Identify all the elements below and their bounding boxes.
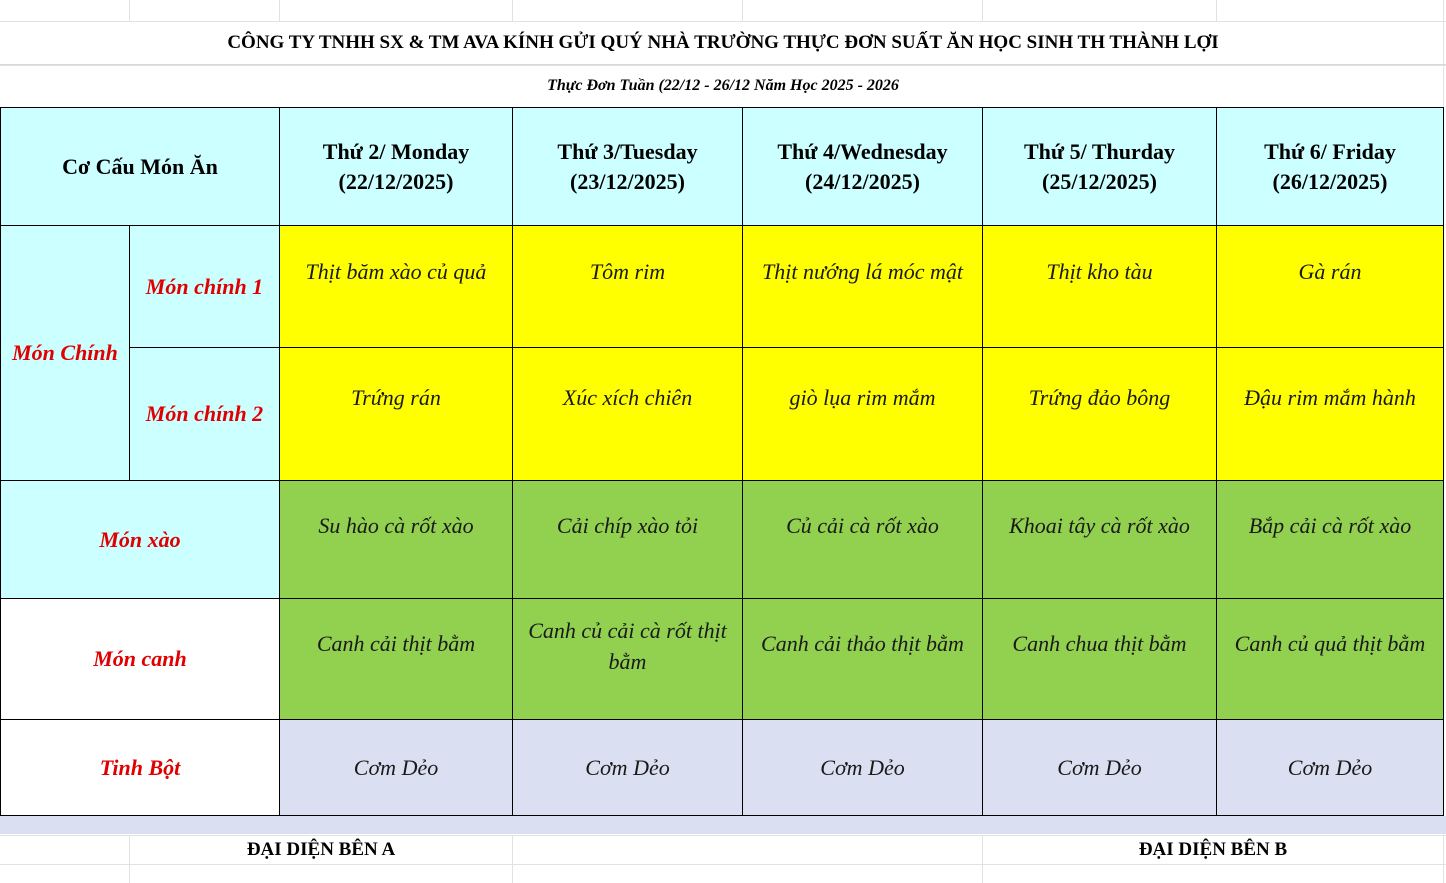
- dish-cell: Canh cải thịt bằm: [280, 599, 513, 720]
- dish-cell: Thịt kho tàu: [983, 226, 1217, 348]
- group-main-dish: Món Chính: [1, 226, 130, 481]
- weekly-menu-table: [0, 107, 1444, 816]
- day-name: Thứ 2/ Monday: [322, 138, 470, 164]
- dish-cell: Thịt nướng lá móc mật: [743, 226, 983, 348]
- dish-cell: Su hào cà rốt xào: [280, 481, 513, 599]
- category-starch: Tinh Bột: [1, 720, 280, 816]
- dish-cell: Cải chíp xào tỏi: [513, 481, 743, 599]
- day-header-tuesday: [513, 108, 743, 226]
- day-header-thursday: [983, 108, 1217, 226]
- structure-header: Cơ Cấu Món Ăn: [1, 108, 280, 226]
- dish-cell: Thịt băm xào củ quả: [280, 226, 513, 348]
- signature-party-b: ĐẠI DIỆN BÊN B: [1138, 839, 1288, 860]
- dish-cell: Cơm Dẻo: [1217, 720, 1444, 816]
- category-stirfry: Món xào: [1, 481, 280, 599]
- dish-cell: Canh cải thảo thịt bằm: [743, 599, 983, 720]
- day-name: Thứ 3/Tuesday: [557, 138, 698, 164]
- dish-cell: Canh củ cải cà rốt thịt bằm: [513, 599, 743, 720]
- page-title: CÔNG TY TNHH SX & TM AVA KÍNH GỬI QUÝ NHÀ TRƯỜNG THỰC ĐƠN SUẤT ĂN HỌC SINH TH THÀNH LỢI: [0, 22, 1446, 65]
- day-header-wednesday: [743, 108, 983, 226]
- day-date: (25/12/2025): [1042, 168, 1157, 194]
- day-name: Thứ 6/ Friday: [1264, 138, 1396, 164]
- table-row-starch: [1, 720, 1444, 816]
- dish-cell: Khoai tây cà rốt xào: [983, 481, 1217, 599]
- day-name: Thứ 5/ Thurday: [1024, 138, 1175, 164]
- table-row-soup: [1, 599, 1444, 720]
- separator-band: [0, 816, 1446, 834]
- dish-cell: Trứng đảo bông: [983, 348, 1217, 481]
- category-main2: Món chính 2: [130, 348, 280, 481]
- dish-cell: Cơm Dẻo: [983, 720, 1217, 816]
- dish-cell: Củ cải cà rốt xào: [743, 481, 983, 599]
- category-main1: Món chính 1: [130, 226, 280, 348]
- day-date: (24/12/2025): [805, 168, 920, 194]
- dish-cell: Đậu rim mắm hành: [1217, 348, 1444, 481]
- dish-cell: Canh củ quả thịt bằm: [1217, 599, 1444, 720]
- dish-cell: Gà rán: [1217, 226, 1444, 348]
- dish-cell: Cơm Dẻo: [743, 720, 983, 816]
- dish-cell: Trứng rán: [280, 348, 513, 481]
- dish-cell: Canh chua thịt bằm: [983, 599, 1217, 720]
- signature-party-a: ĐẠI DIỆN BÊN A: [246, 839, 396, 860]
- table-row-main1: [1, 226, 1444, 348]
- dish-cell: giò lụa rim mắm: [743, 348, 983, 481]
- dish-cell: Cơm Dẻo: [513, 720, 743, 816]
- dish-cell: Tôm rim: [513, 226, 743, 348]
- dish-cell: Cơm Dẻo: [280, 720, 513, 816]
- day-date: (26/12/2025): [1272, 168, 1388, 194]
- table-row-main2: [1, 348, 1444, 481]
- dish-cell: Bắp cải cà rốt xào: [1217, 481, 1444, 599]
- day-date: (23/12/2025): [570, 168, 685, 194]
- day-header-friday: [1217, 108, 1444, 226]
- day-name: Thứ 4/Wednesday: [777, 138, 948, 164]
- table-row-stirfry: [1, 481, 1444, 599]
- table-header-row: [1, 108, 1444, 226]
- dish-cell: Xúc xích chiên: [513, 348, 743, 481]
- day-header-monday: [280, 108, 513, 226]
- menu-week-subtitle: Thực Đơn Tuần (22/12 - 26/12 Năm Học 2025 - 2026: [547, 77, 899, 94]
- day-date: (22/12/2025): [338, 168, 454, 194]
- category-soup: Món canh: [1, 599, 280, 720]
